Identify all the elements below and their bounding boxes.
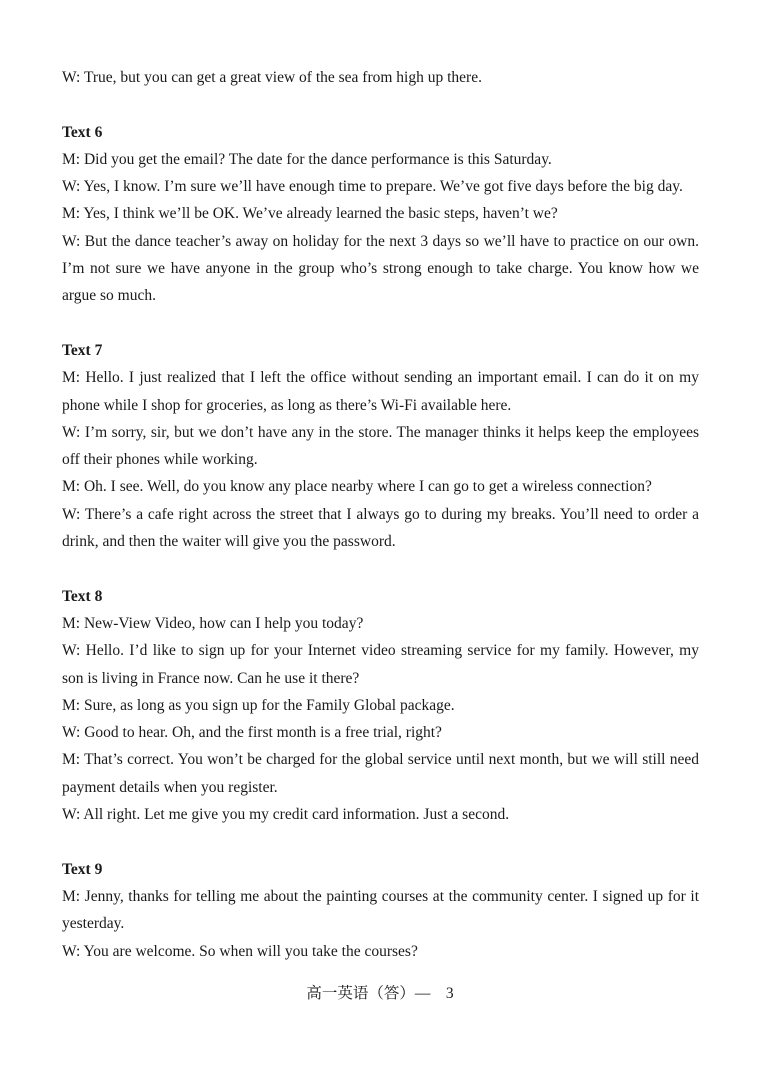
dialogue-line: W: I’m sorry, sir, but we don’t have any in the store. The manager thinks it helps keep the employees off their phones while working. — [62, 423, 699, 469]
page-footer: 高一英语（答）— 3 — [306, 985, 454, 1002]
section-heading: Text 7 — [62, 341, 103, 359]
transcript-body — [62, 64, 699, 965]
section-text-8 — [62, 583, 699, 829]
dialogue-line: M: Sure, as long as you sign up for the Family Global package. — [62, 696, 455, 714]
section-heading: Text 9 — [62, 860, 103, 878]
dialogue-line: M: Hello. I just realized that I left the office without sending an important email. I can do it on my phone while I shop for groceries, as long as there’s Wi-Fi available here. — [62, 369, 699, 414]
intro-line: W: True, but you can get a great view of the sea from high up there. — [62, 69, 482, 86]
section-heading: Text 8 — [62, 587, 103, 605]
section-text-9 — [62, 856, 699, 965]
dialogue-line: W: Good to hear. Oh, and the first month is a free trial, right? — [62, 724, 442, 742]
dialogue-line: M: Did you get the email? The date for the dance performance is this Saturday. — [62, 150, 552, 168]
dialogue-line: M: New-View Video, how can I help you today? — [62, 614, 364, 632]
section-gap — [62, 310, 699, 337]
section-heading: Text 6 — [62, 123, 103, 141]
dialogue-line: W: All right. Let me give you my credit card information. Just a second. — [62, 806, 510, 824]
dialogue-line: W: Hello. I’d like to sign up for your Internet video streaming service for my family. However, my son is living in France now. Can he use it there? — [62, 642, 699, 687]
section-text-7 — [62, 337, 699, 555]
section-gap — [62, 555, 699, 582]
dialogue-line: M: That’s correct. You won’t be charged for the global service until next month, but we will still need payment details when you register. — [62, 751, 699, 796]
section-gap — [62, 91, 699, 118]
section-text-6 — [62, 119, 699, 310]
dialogue-line: W: But the dance teacher’s away on holiday for the next 3 days so we’ll have to practice on our own. I’m not sure we have anyone in the group who’s strong enough to take charge. You know how we argue so much. — [62, 232, 699, 305]
section-gap — [62, 828, 699, 855]
dialogue-line: M: Oh. I see. Well, do you know any place nearby where I can go to get a wireless connection? — [62, 478, 652, 496]
dialogue-line: M: Yes, I think we’ll be OK. We’ve already learned the basic steps, haven’t we? — [62, 205, 558, 223]
dialogue-line: W: There’s a cafe right across the street that I always go to during my breaks. You’ll need to order a drink, and then the waiter will give you the password. — [62, 505, 699, 551]
dialogue-line: M: Jenny, thanks for telling me about the painting courses at the community center. I signed up for it yesterday. — [62, 887, 699, 933]
dialogue-line: W: Yes, I know. I’m sure we’ll have enough time to prepare. We’ve got five days before the big day. — [62, 178, 683, 196]
dialogue-line: W: You are welcome. So when will you take the courses? — [62, 942, 418, 960]
